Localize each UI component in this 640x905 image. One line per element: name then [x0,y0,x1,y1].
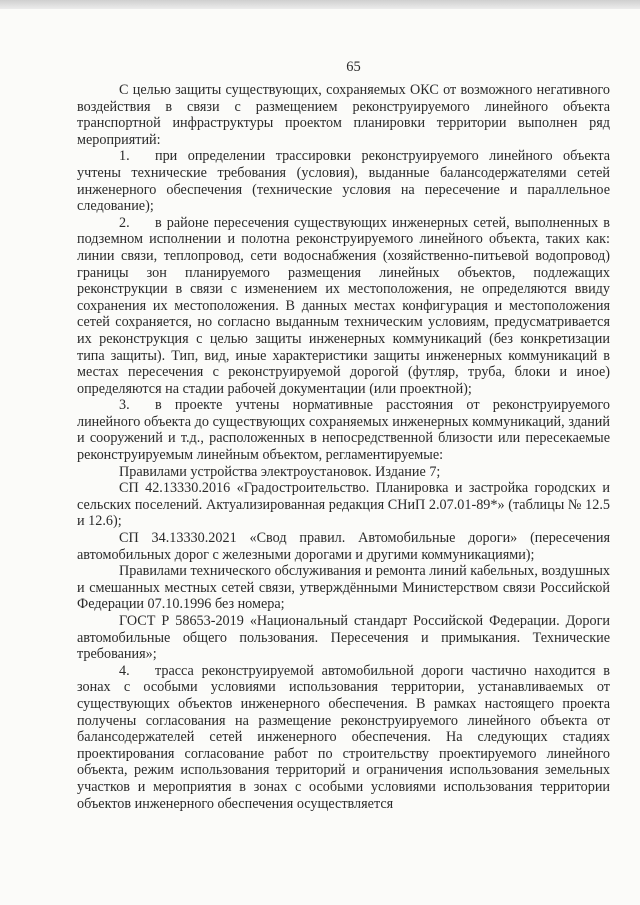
regulation-sp-42 [77,480,610,530]
item-number: 4. [119,662,130,679]
item-number: 2. [119,214,130,231]
paragraph-text: СП 34.13330.2021 «Свод правил. Автомобильные дороги» (пересечения автомобильных дорог с железными дорогами и другими коммуникациями); [77,530,610,563]
paragraph-text: Правилами технического обслуживания и ремонта линий кабельных, воздушных и смешанных местных сетей связи, утверждёнными Министерством связи Российской Федерации 07.10.1996 без номера; [77,563,610,613]
paragraph-text: трасса реконструируемой автомобильной дороги частично находится в зонах с особыми условиями использования территории, устанавливаемых от существующих объектов инженерного обеспечения. В рамках настоящего проекта получены согласования на размещение реконструируемого линейного объекта от балансодержателей сетей инженерного обеспечения. На следующих стадиях проектирования согласование работ по строительству проектируемого линейного объекта, режим использования территорий и ограничения использования земельных участков и мероприятия в зонах с особыми условиями использования территории объектов инженерного обеспечения осуществляется [77,662,610,812]
paragraph-text: ГОСТ Р 58653-2019 «Национальный стандарт Российской Федерации. Дороги автомобильные общего пользования. Пересечения и примыкания. Технические требования»; [77,613,610,663]
paragraph-text: в проекте учтены нормативные расстояния от реконструируемого линейного объекта до существующих сохраняемых инженерных коммуникаций, зданий и сооружений и т.д., расположенных в непосредственной близости или пересекаемые реконструируемым линейным объектом, регламентируемые: [77,397,610,464]
item-number: 1. [119,148,130,165]
regulation-sp-34 [77,530,610,563]
list-item-3 [77,397,610,463]
item-number: 3. [119,397,130,414]
document-body [77,82,610,812]
paragraph-text: С целью защиты существующих, сохраняемых ОКС от возможного негативного воздействия в связи с размещением реконструируемого линейного объекта транспортной инфраструктуры проектом планировки территории выполнен ряд мероприятий: [77,82,610,148]
regulation-pue [77,464,610,481]
page-number: 65 [346,59,361,75]
paragraph-text: в районе пересечения существующих инженерных сетей, выполненных в подземном исполнении и полотна реконструируемого линейного объекта, таких как: линии связи, теплопровод, сети водоснабжения (хозяйственно-питьевой водопровод) границы зон планируемого размещения линейных объектов, подлежащих реконструкции в связи с изменением их местоположения, не определяются ввиду сохранения их местоположения. В данных местах конфигурация и местоположения сетей сохраняется, но согласно выданным техническим условиям, предусматривается их реконструкция с целью защиты инженерных коммуникаций (без конкретизации типа защиты). Тип, вид, иные характеристики защиты инженерных коммуникаций в местах пересечения с реконструируемой дорогой (футляр, труба, блоки и иное) определяются на стадии рабочей документации (или проектной); [77,214,610,397]
paragraph-text: СП 42.13330.2016 «Градостроительство. Планировка и застройка городских и сельских поселений. Актуализированная редакция СНиП 2.07.01-89*» (таблицы № 12.5 и 12.6); [77,480,610,530]
list-item-2 [77,215,610,398]
paragraph-text: Правилами устройства электроустановок. Издание 7; [119,463,441,480]
paragraph-intro [77,82,610,148]
paragraph-text: при определении трассировки реконструируемого линейного объекта учтены технические требования (условия), выданные балансодержателями сетей инженерного обеспечения (технические условия на пересечение и параллельное следование); [77,148,610,215]
regulation-communication-rules [77,563,610,613]
regulation-gost [77,613,610,663]
list-item-4 [77,663,610,812]
list-item-1 [77,148,610,214]
